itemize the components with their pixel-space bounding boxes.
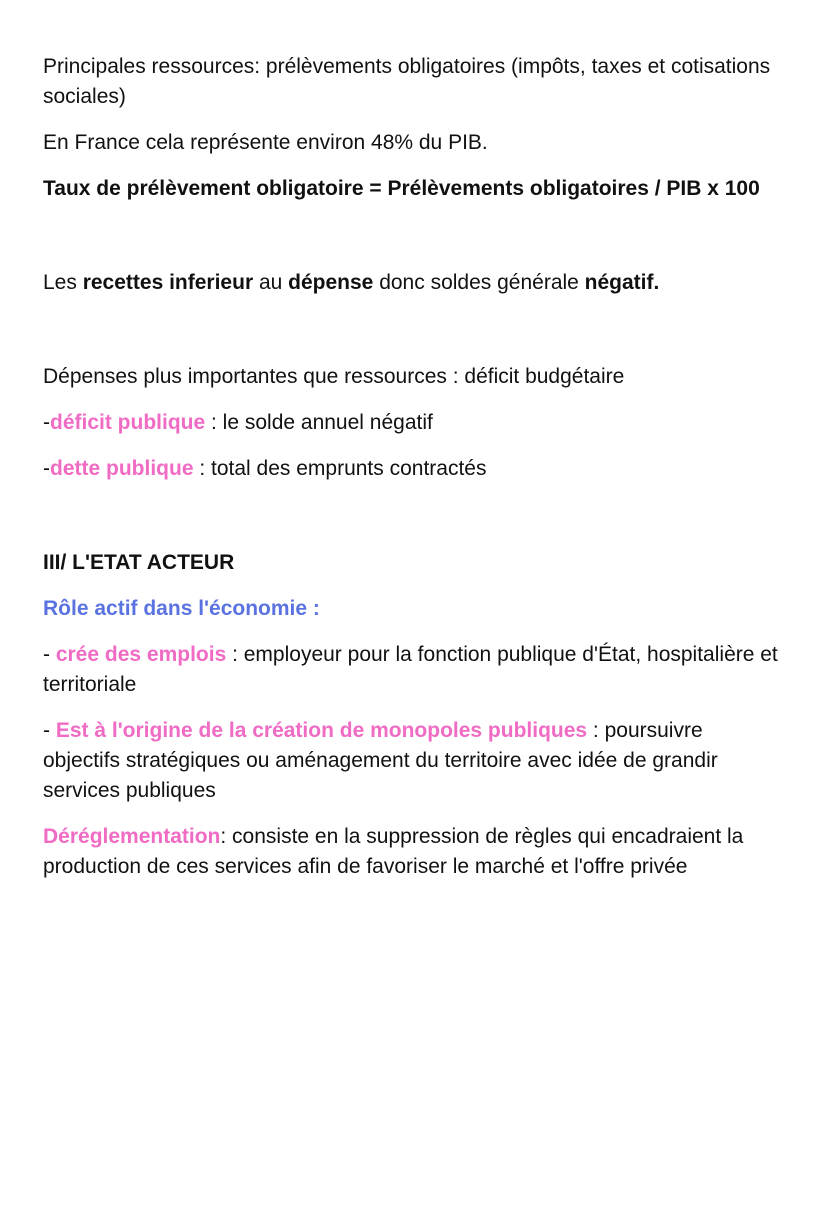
dereglementation-definition: : consiste en la suppression de règles qui encadraient la production de ces services afin de favoriser le marché et l'offre privée bbox=[43, 825, 744, 878]
emplois-definition: : employeur pour la fonction publique d'État, hospitalière et territoriale bbox=[43, 643, 778, 696]
spacer bbox=[43, 314, 784, 362]
ressources-paragraph: Principales ressources: prélèvements obligatoires (impôts, taxes et cotisations sociales) bbox=[43, 55, 771, 108]
recettes-text-c: au bbox=[253, 271, 289, 294]
dette-dash: - bbox=[43, 457, 50, 480]
recettes-text-a: Les bbox=[43, 271, 83, 294]
monopoles-item bbox=[43, 716, 784, 806]
depense-term: dépense bbox=[288, 271, 374, 294]
deficit-dash: - bbox=[43, 411, 50, 434]
taux-formula: Taux de prélèvement obligatoire = Prélèvements obligatoires / PIB x 100 bbox=[43, 177, 760, 200]
dereglementation-item bbox=[43, 822, 784, 882]
recettes-paragraph bbox=[43, 268, 784, 298]
recettes-text-e: donc soldes générale bbox=[373, 271, 585, 294]
negatif-term: négatif. bbox=[584, 271, 660, 294]
emplois-term: crée des emplois bbox=[55, 643, 227, 666]
monopoles-term: Est à l'origine de la création de monopoles publiques bbox=[55, 719, 588, 742]
deficit-definition: : le solde annuel négatif bbox=[205, 411, 433, 434]
monopoles-definition: : poursuivre objectifs stratégiques ou aménagement du territoire avec idée de grandir services publiques bbox=[43, 719, 718, 802]
emplois-dash: - bbox=[43, 643, 56, 666]
section-subtitle: Rôle actif dans l'économie : bbox=[43, 597, 320, 620]
pib-paragraph: En France cela représente environ 48% du PIB. bbox=[43, 131, 488, 154]
recettes-term: recettes inferieur bbox=[82, 271, 254, 294]
section-title: III/ L'ETAT ACTEUR bbox=[43, 551, 235, 574]
depenses-paragraph: Dépenses plus importantes que ressources : déficit budgétaire bbox=[43, 365, 625, 388]
deficit-item bbox=[43, 408, 784, 438]
emplois-item bbox=[43, 640, 784, 700]
dette-term: dette publique bbox=[50, 457, 194, 480]
dette-definition: : total des emprunts contractés bbox=[193, 457, 487, 480]
deficit-term: déficit publique bbox=[50, 411, 206, 434]
dette-item bbox=[43, 454, 784, 484]
spacer bbox=[43, 500, 784, 548]
dereglementation-term: Déréglementation bbox=[43, 825, 221, 848]
monopoles-dash: - bbox=[43, 719, 56, 742]
spacer bbox=[43, 220, 784, 268]
